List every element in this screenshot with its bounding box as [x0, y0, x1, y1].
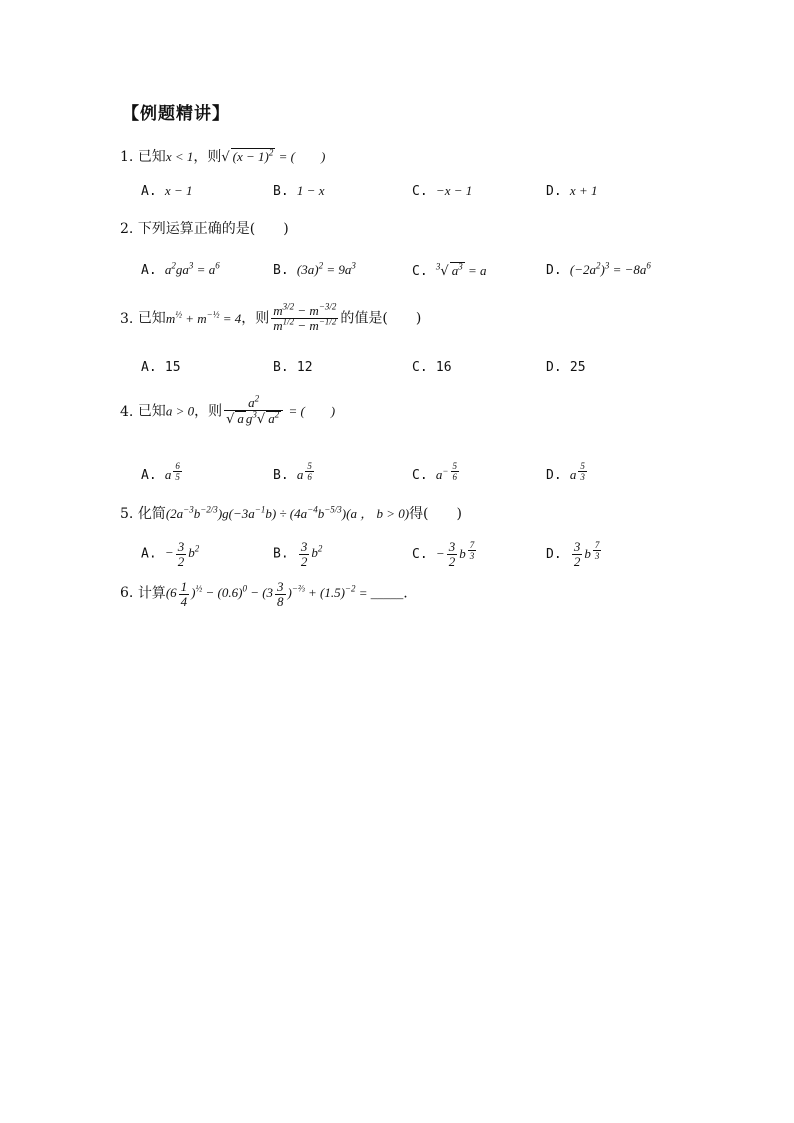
question-number: 5.: [120, 506, 134, 522]
condition-expr: (a ， b > 0): [346, 506, 410, 521]
question-stem-text: 化简: [137, 506, 166, 522]
answer-blank[interactable]: _____: [370, 585, 404, 601]
answer-paren: = ( ): [285, 403, 336, 419]
option-a: A. x − 1: [141, 183, 193, 199]
question-number: 6.: [120, 585, 134, 602]
option-b: B. $\frac{3}{2}$ $b^2$: [273, 539, 323, 569]
option-c: C. 16: [412, 360, 452, 375]
condition-expr: $m^{\frac{1}{2}} + m^{-\frac{1}{2}} = 4$: [165, 309, 242, 326]
option-d: D. 25: [546, 360, 586, 375]
expression: (6 $\frac{1}{4}$ )$^{\frac{1}{2}} - (0.6)^0 - (3$ $\frac{3}{8}$ )$^{-\frac{2}{3}} + (1.5)^{-2}$: [165, 579, 356, 609]
question-1: [120, 146, 325, 166]
question-stem-text: 下列运算正确的是( ): [137, 221, 289, 237]
option-b: B. 1 − x: [273, 183, 325, 199]
question-stem-text: 的值是( ): [340, 310, 422, 327]
answer-paren: = ( ): [275, 149, 326, 164]
question-stem-text: ，则: [193, 149, 222, 165]
root-expression: √ $(x - 1)^2$: [221, 147, 274, 165]
option-d: D. $\frac{3}{2}$ b $^{\frac{7}{3}}$: [546, 539, 600, 570]
option-c: C. $^3$√ $a^3 = a$: [412, 261, 487, 279]
option-c: C. $a^{- \frac{5}{6}}$: [412, 461, 457, 483]
question-number: 3.: [120, 310, 134, 327]
option-b: B. 12: [273, 360, 313, 375]
question-number: 4.: [120, 403, 134, 420]
fraction-expression: $\frac{a^2}{√ a g^3√ a^2}$: [224, 396, 283, 427]
question-stem-text: ，则: [241, 310, 270, 327]
question-stem-text: 已知: [137, 310, 166, 327]
section-title: 【例题精讲】: [122, 104, 230, 124]
question-number: 1.: [120, 149, 134, 165]
option-c: C. − $\frac{3}{2}$ b $^{\frac{7}{3}}$: [412, 539, 475, 570]
option-b: B. a $^{\frac{5}{6}}$: [273, 461, 312, 483]
period: .: [403, 585, 408, 602]
option-d: D. x + 1: [546, 183, 598, 199]
question-stem-text: 已知: [137, 149, 166, 165]
option-a: A. $a^2ga^3 = a^6$: [141, 260, 220, 278]
question-5: [120, 503, 462, 523]
option-d: D. a $^{\frac{5}{3}}$: [546, 461, 585, 483]
question-stem-text: 得( ): [409, 506, 462, 522]
option-c: C. −x − 1: [412, 183, 473, 199]
option-a: A. a $^{\frac{6}{5}}$: [141, 461, 180, 483]
equals-sign: =: [355, 585, 371, 601]
question-6: [120, 580, 408, 609]
condition-expr: a > 0: [165, 403, 195, 419]
question-4: [120, 393, 336, 427]
expression: $(2a^{-3}b^{-2/3})g(-3a^{-1}b) \div (4a^{-4}b^{-5/3})$: [165, 504, 347, 521]
option-a: A. 15: [141, 360, 181, 375]
question-stem-text: 计算: [137, 585, 166, 602]
option-d: D. $(-2a^2)^3 = -8a^6$: [546, 260, 651, 278]
question-3: [120, 301, 422, 333]
question-number: 2.: [120, 221, 134, 237]
question-2: [120, 218, 289, 238]
option-a: A. − $\frac{3}{2}$ $b^2$: [141, 539, 200, 569]
question-stem-text: 已知: [137, 403, 166, 420]
question-stem-text: ，则: [194, 403, 223, 420]
fraction-expression: $\frac{m^{3/2} - m^{-3/2}}{m^{1/2} - m^{-1/2}}$: [273, 301, 337, 333]
condition-expr: x < 1: [165, 149, 194, 164]
option-b: B. $(3a)^2 = 9a^3$: [273, 260, 356, 278]
